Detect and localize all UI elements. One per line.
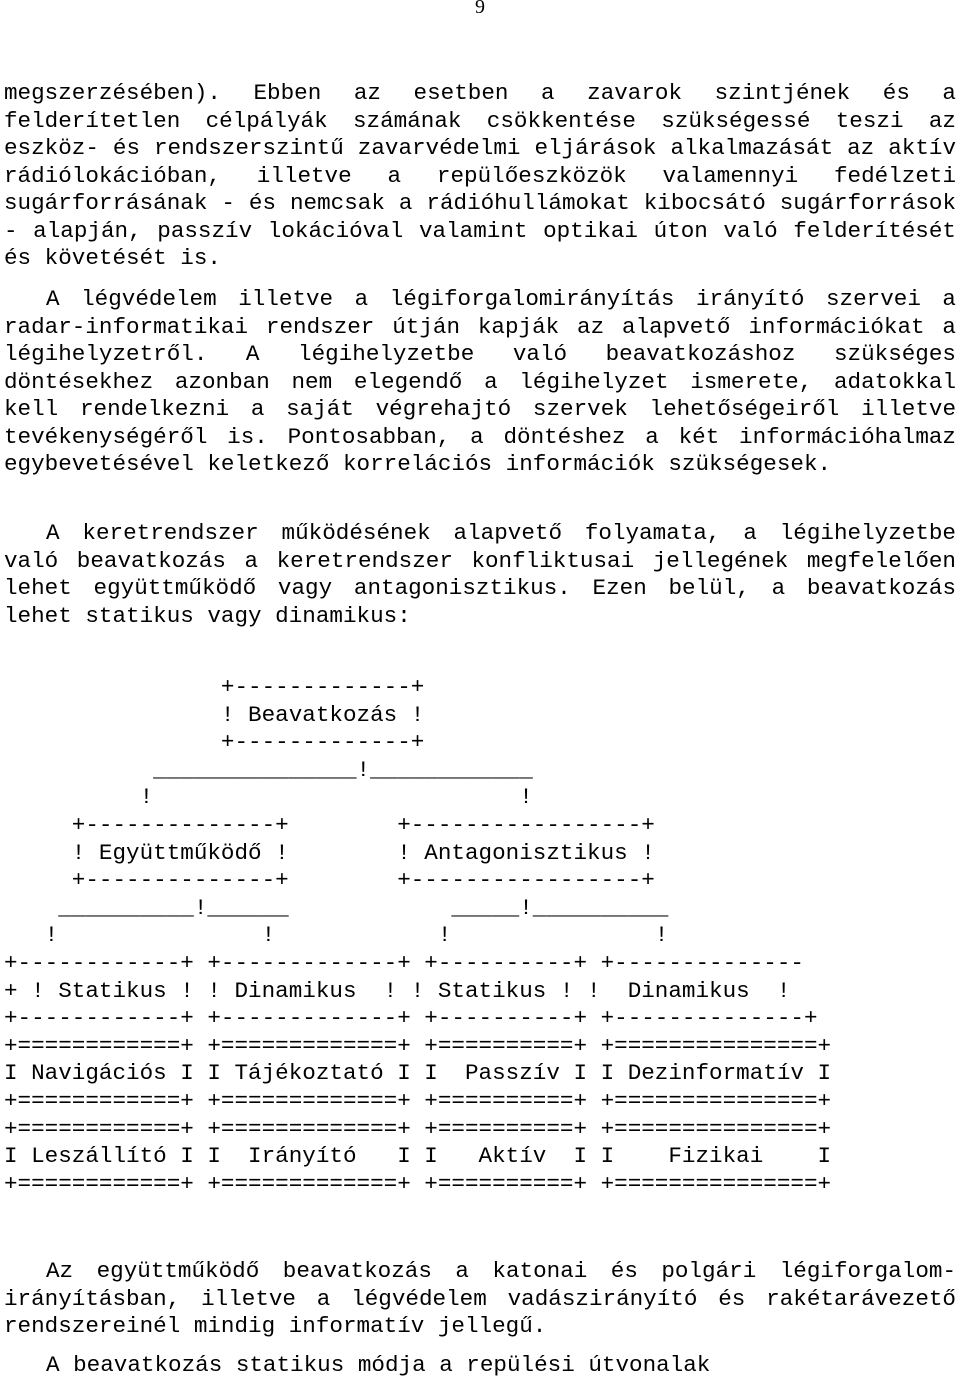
- paragraph-5: A beavatkozás statikus módja a repülési útvonalak: [46, 1352, 711, 1378]
- diagram-line: I Leszállító I I Irányító I I Aktív I I Fizikai I: [4, 1143, 832, 1170]
- diagram-line: +--------------+ +-----------------+: [4, 867, 655, 894]
- diagram-line: _______________!____________: [4, 756, 533, 783]
- diagram-line: __________!______ _____!__________: [4, 894, 669, 921]
- diagram-line: +============+ +=============+ +==========+ +===============+: [4, 1170, 832, 1197]
- diagram-line: +--------------+ +-----------------+: [4, 811, 655, 838]
- diagram-line: ! !: [4, 784, 533, 811]
- paragraph-4: Az együttműködő beavatkozás a katonai és polgári légiforgalom-irányításban, illetve a légvédelem vadászirányító és rakétarávezető rendszereinél mindig informatív jellegű.: [4, 1258, 956, 1339]
- diagram-line: +============+ +=============+ +==========+ +===============+: [4, 1032, 832, 1059]
- diagram-line: +------------+ +-------------+ +----------+ +--------------+: [4, 1005, 818, 1032]
- diagram-line: +-------------+: [4, 729, 425, 756]
- diagram-line: +------------+ +-------------+ +----------+ +--------------: [4, 949, 804, 976]
- paragraph-2: A légvédelem illetve a légiforgalomirányítás irányító szervei a radar-informatikai rendszer útján kapják az alapvető információkat a légihelyzetről. A légihelyzetbe való beavatkozáshoz szükséges döntésekhez azonban nem elegendő a légihelyzet ismerete, adatokkal kell rendelkezni a saját végrehajtó szervek lehetőségeiről illetve tevékenységéről is. Pontosabban, a döntéshez a két információhalmaz egybevetésével keletkező korrelációs információk szükségesek.: [4, 286, 956, 477]
- diagram-line: +============+ +=============+ +==========+ +===============+: [4, 1087, 832, 1114]
- intervention-tree-diagram: [4, 674, 831, 1198]
- diagram-line: +-------------+: [4, 674, 425, 700]
- diagram-line: I Navigációs I I Tájékoztató I I Passzív I I Dezinformatív I: [4, 1060, 832, 1087]
- page-number: 9: [475, 0, 485, 18]
- diagram-line: ! Együttműködő ! ! Antagonisztikus !: [4, 839, 655, 866]
- paragraph-1: megszerzésében). Ebben az esetben a zavarok szintjének és a felderítetlen célpályák számának csökkentése szükségessé teszi az eszköz- és rendszerszintű zavarvédelmi eljárások alkalmazását az aktív rádiólokációban, illetve a repülőeszközök valamennyi fedélzeti sugárforrásának - és nemcsak a rádióhullámokat kibocsátó sugárforrások - alapján, passzív lokációval valamint optikai úton való felderítését és követését is.: [4, 80, 956, 271]
- diagram-line: +============+ +=============+ +==========+ +===============+: [4, 1115, 832, 1142]
- diagram-line: ! Beavatkozás !: [4, 701, 425, 728]
- diagram-line: ! ! ! !: [4, 922, 669, 949]
- diagram-line: + ! Statikus ! ! Dinamikus ! ! Statikus ! ! Dinamikus !: [4, 977, 791, 1004]
- paragraph-3: A keretrendszer működésének alapvető folyamata, a légihelyzetbe való beavatkozás a keretrendszer konfliktusai jellegének megfelelően lehet együttműködő vagy antagonisztikus. Ezen belül, a beavatkozás lehet statikus vagy dinamikus:: [4, 520, 956, 629]
